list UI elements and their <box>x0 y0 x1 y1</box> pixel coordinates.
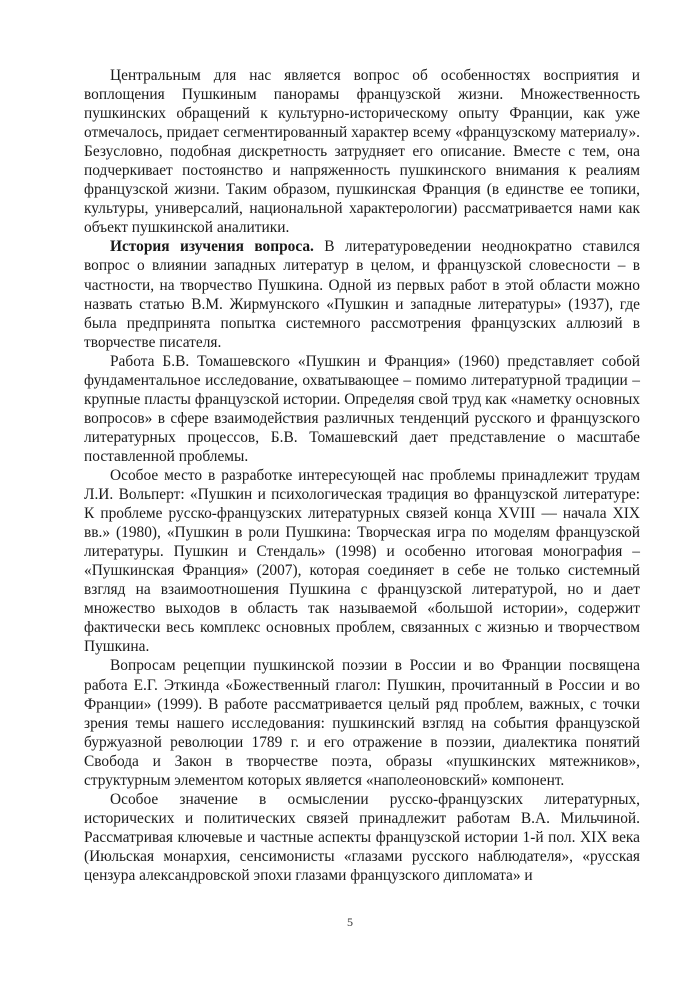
paragraph-2-text: В литературоведении неоднократно ставился вопрос о влиянии западных литератур в целом, и французской словесности – в частности, на творчество Пушкина. Одной из первых работ в этой области можно назвать статью В.М. Жирмунского «Пушкин и западные литературы» (1937), где была предпринята попытка системного рассмотрения французских аллюзий в творчестве писателя. <box>84 238 640 351</box>
paragraph-5 <box>84 656 640 789</box>
paragraph-6 <box>84 790 640 885</box>
paragraph-3 <box>84 352 640 466</box>
page-number: 5 <box>347 915 353 929</box>
paragraph-1-text: Центральным для нас является вопрос об особенностях восприятия и воплощения Пушкиным панорамы французской жизни. Множественность пушкинских обращений к культурно-историческому опыту Франции, как уже отмечалось, придает сегментированный характер всему «французскому материалу». Безусловно, подобная дискретность затрудняет его описание. Вместе с тем, она подчеркивает постоянство и напряженность пушкинского внимания к реалиям французской жизни. Таким образом, пушкинская Франция (в единстве ее топики, культуры, универсалий, национальной характерологии) рассматривается нами как объект пушкинской аналитики. <box>84 67 640 237</box>
paragraph-4 <box>84 466 640 656</box>
body-text <box>84 66 640 885</box>
paragraph-3-text: Работа Б.В. Томашевского «Пушкин и Франция» (1960) представляет собой фундаментальное исследование, охватывающее – помимо литературной традиции – крупные пласты французской истории. Определяя свой труд как «наметку основных вопросов» в сфере взаимодействия различных тенденций русского и французского литературных процессов, Б.В. Томашевский дает представление о масштабе поставленной проблемы. <box>84 352 640 465</box>
paragraph-4-text: Особое место в разработке интересующей нас проблемы принадлежит трудам Л.И. Вольперт: «Пушкин и психологическая традиция во французской литературе: К проблеме русско-французских литературных связей конца XVIII — начала XIX вв.» (1980), «Пушкин в роли Пушкина: Творческая игра по моделям французской литературы. Пушкин и Стендаль» (1998) и особенно итоговая монография – «Пушкинская Франция» (2007), которая соединяет в себе не только системный взгляд на взаимоотношения Пушкина с французской литературой, но и дает множество выходов в область так называемой «большой истории», содержит фактически весь комплекс основных проблем, связанных с жизнью и творчеством Пушкина. <box>84 466 640 656</box>
section-heading: История изучения вопроса. <box>110 238 314 256</box>
paragraph-2 <box>84 237 640 351</box>
paragraph-1 <box>84 66 640 237</box>
paragraph-5-text: Вопросам рецепции пушкинской поэзии в России и во Франции посвящена работа Е.Г. Эткинда «Божественный глагол: Пушкин, прочитанный в России и во Франции» (1999). В работе рассматривается целый ряд проблем, важных, с точки зрения темы нашего исследования: пушкинский взгляд на события французской буржуазной революции 1789 г. и его отражение в поэзии, диалектика понятий Свобода и Закон в творчестве поэта, образы «пушкинских мятежников», структурным элементом которых является «наполеоновский» компонент. <box>84 657 640 789</box>
paragraph-6-text: Особое значение в осмыслении русско-французских литературных, исторических и политических связей принадлежит работам В.А. Мильчиной. Рассматривая ключевые и частные аспекты французской истории 1-й пол. XIX века (Июльская монархия, сенсимонисты «глазами русского наблюдателя», «русская цензура александровской эпохи глазами французского дипломата» и <box>84 790 640 884</box>
